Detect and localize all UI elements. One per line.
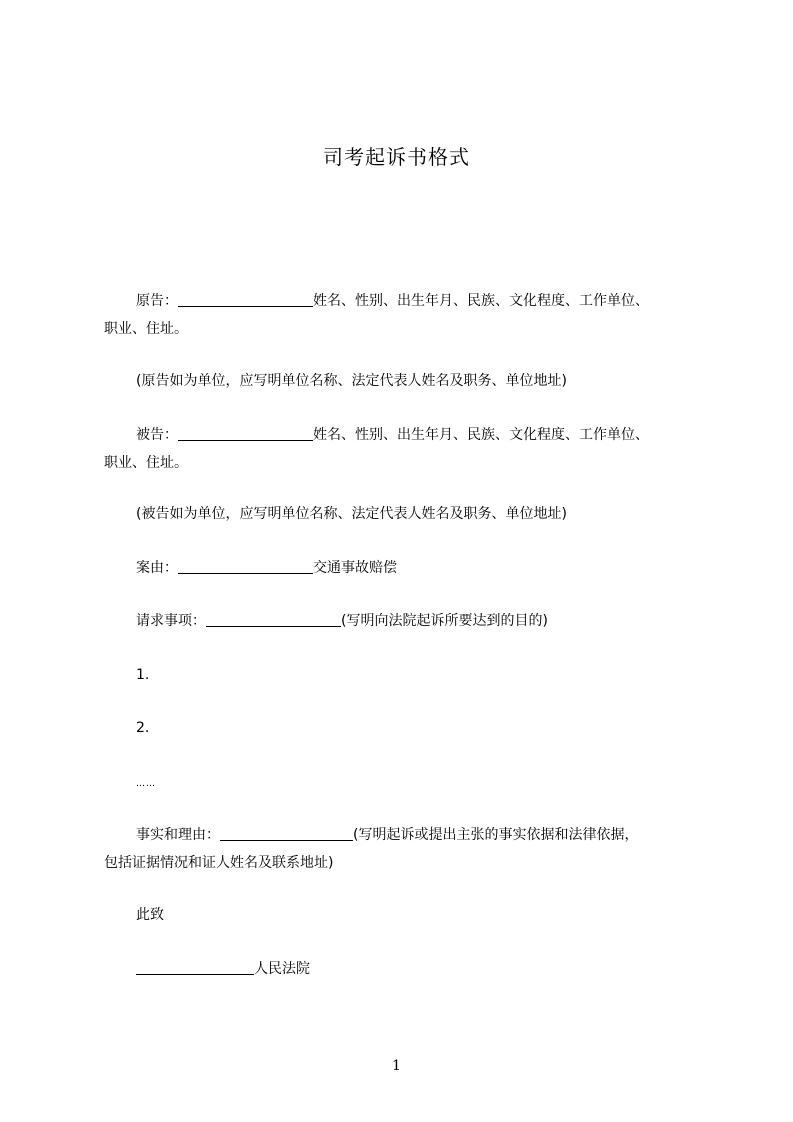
- document-title: 司考起诉书格式: [323, 145, 470, 169]
- claim-item-2-label: 2.: [136, 720, 150, 736]
- plaintiff-paragraph: [104, 287, 704, 343]
- claims-blank[interactable]: [206, 610, 341, 627]
- claim-item-2: [104, 714, 704, 742]
- defendant-blank[interactable]: [178, 424, 313, 441]
- claims-hint: (写明向法院起诉所要达到的目的): [341, 613, 548, 629]
- defendant-note-text: (被告如为单位，应写明单位名称、法定代表人姓名及职务、单位地址): [136, 506, 567, 522]
- cause-blank[interactable]: [178, 557, 313, 574]
- claims-ellipsis: [104, 768, 704, 798]
- page-number: 1: [392, 1058, 401, 1074]
- defendant-fields-cont: 职业、住址。: [104, 455, 188, 471]
- cause-paragraph: [104, 554, 704, 582]
- claims-ellipsis-text: ……: [136, 779, 156, 789]
- facts-paragraph: [104, 821, 704, 877]
- facts-label: 事实和理由：: [136, 827, 220, 843]
- court-blank[interactable]: [136, 958, 254, 975]
- plaintiff-fields: 姓名、性别、出生年月、民族、文化程度、工作单位、: [313, 293, 649, 309]
- plaintiff-label: 原告：: [136, 293, 178, 309]
- claims-paragraph: [104, 607, 704, 635]
- facts-blank[interactable]: [220, 824, 353, 841]
- defendant-label: 被告：: [136, 427, 178, 443]
- claim-item-1: [104, 661, 704, 689]
- cause-value: 交通事故赔偿: [313, 560, 397, 576]
- plaintiff-note: [104, 367, 704, 395]
- defendant-paragraph: [104, 421, 704, 477]
- plaintiff-fields-cont: 职业、住址。: [104, 321, 188, 337]
- facts-hint: (写明起诉或提出主张的事实依据和法律依据，: [353, 827, 639, 843]
- cause-label: 案由：: [136, 560, 178, 576]
- claim-item-1-label: 1.: [136, 667, 150, 683]
- defendant-note: [104, 500, 704, 528]
- plaintiff-blank[interactable]: [178, 290, 313, 307]
- facts-hint-cont: 包括证据情况和证人姓名及联系地址): [104, 855, 334, 871]
- court-paragraph: [104, 955, 704, 983]
- plaintiff-note-text: (原告如为单位，应写明单位名称、法定代表人姓名及职务、单位地址): [136, 373, 567, 389]
- claims-label: 请求事项：: [136, 613, 206, 629]
- closing-text: 此致: [136, 907, 164, 923]
- closing-paragraph: [104, 901, 704, 929]
- court-suffix: 人民法院: [254, 961, 310, 977]
- defendant-fields: 姓名、性别、出生年月、民族、文化程度、工作单位、: [313, 427, 649, 443]
